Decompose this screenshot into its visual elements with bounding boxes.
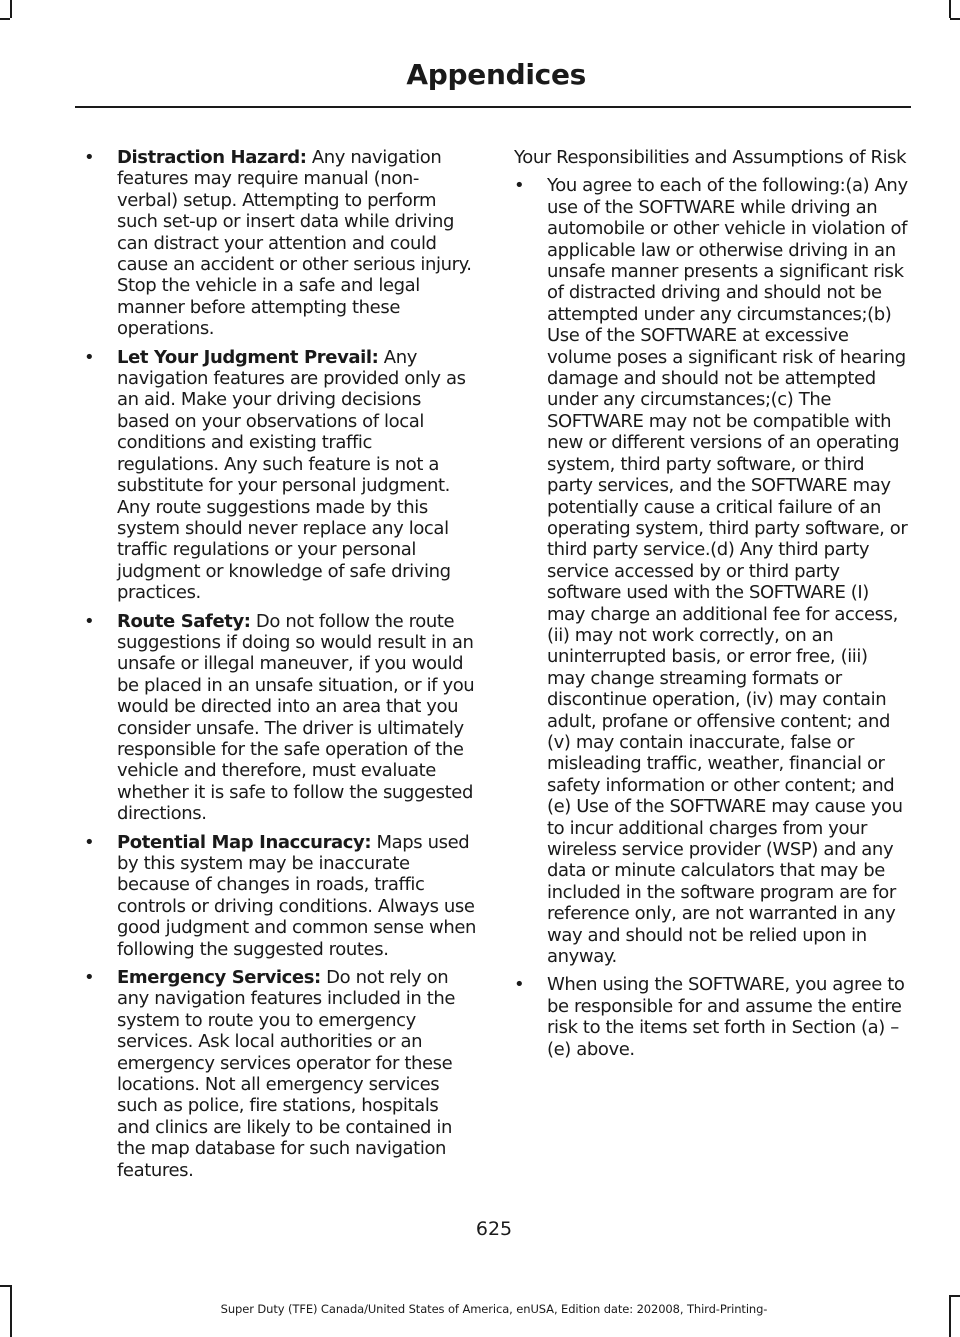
crop-mark <box>950 1295 960 1297</box>
item-text: Any navigation features may require manual (non-verbal) setup. Attempting to perform such set-up or insert data while driving can distract your attention and could cause an accident or other serious injury. Stop the vehicle in a safe and legal manner before attempting these operations. <box>117 147 472 340</box>
item-text: Do not rely on any navigation features included in the system to route you to emergency services. Ask local authorities or an emergency services operator for these locations. Not all emergency services such as police, fire stations, hospitals and clinics are likely to be contained in the map database for such navigation features. <box>117 967 456 1181</box>
list-item <box>84 147 476 340</box>
header-divider <box>75 106 911 108</box>
item-term: Potential Map Inaccuracy: <box>117 831 372 853</box>
warning-list <box>84 147 476 1181</box>
item-term: Distraction Hazard: <box>117 147 307 168</box>
list-item <box>84 611 476 825</box>
bullet-icon: • <box>514 175 525 197</box>
item-text: Maps used by this system may be inaccurate because of changes in roads, traffic controls or driving conditions. Always use good judgment and common sense when following the suggested routes. <box>117 831 477 960</box>
list-item <box>514 974 910 1060</box>
list-item <box>84 347 476 604</box>
crop-mark <box>10 0 12 18</box>
bullet-icon: • <box>84 967 95 989</box>
crop-mark <box>950 18 960 20</box>
bullet-icon: • <box>514 974 525 996</box>
item-text: You agree to each of the following:(a) Any use of the SOFTWARE while driving an automobile or other vehicle in violation of applicable law or otherwise driving in an unsafe manner presents a significant risk of distracted driving and should not be attempted under any circumstances;(b) Use of the SOFTWARE at excessive volume poses a significant risk of hearing damage and should not be attempted under any circumstances;(c) The SOFTWARE may not be compatible with new or different versions of an operating system, third party software, or third party services, and the SOFTWARE may potentially cause a critical failure of an operating system, third party software, or third party service.(d) Any third party service accessed by or third party software used with the SOFTWARE (I) may charge an additional fee for access, (ii) may not work correctly, on an uninterrupted basis, or error free, (iii) may change streaming formats or discontinue operation, (iv) may contain adult, profane or offensive content; and (v) may contain inaccurate, false or misleading traffic, weather, financial or safety information or other content; and (e) Use of the SOFTWARE may cause you to incur additional charges from your wireless service provider (WSP) and any data or minute calculators that may be included in the software program are for reference only, are not warranted in any way and should not be relied upon in anyway. <box>547 175 908 968</box>
bullet-icon: • <box>84 346 95 368</box>
responsibility-list <box>514 175 910 1060</box>
item-text: When using the SOFTWARE, you agree to be responsible for and assume the entire risk to the items set forth in Section (a) – (e) above. <box>547 974 905 1060</box>
list-item <box>84 832 476 960</box>
bullet-icon: • <box>84 831 95 853</box>
footer-text: Super Duty (TFE) Canada/United States of America, enUSA, Edition date: 202008, Third-Printing- <box>220 1302 768 1316</box>
item-term: Route Safety: <box>117 610 251 632</box>
left-column <box>84 147 476 1188</box>
section-heading: Your Responsibilities and Assumptions of Risk <box>514 147 907 168</box>
item-text: Any navigation features are provided only as an aid. Make your driving decisions based on your observations of local conditions and existing traffic regulations. Any such feature is not a substitute for your personal judgment. Any route suggestions made by this system should never replace any local traffic regulations or your personal judgment or knowledge of safe driving practices. <box>117 346 466 604</box>
page-number: 625 <box>475 1218 513 1240</box>
bullet-icon: • <box>84 147 95 168</box>
item-term: Emergency Services: <box>117 967 321 989</box>
item-text: Do not follow the route suggestions if doing so would result in an unsafe or illegal maneuver, if you would be placed in an unsafe situation, or if you would be directed into an area that you consider unsafe. The driver is ultimately responsible for the safe operation of the vehicle and therefore, must evaluate whether it is safe to follow the suggested directions. <box>117 610 475 825</box>
crop-mark <box>0 18 10 20</box>
bullet-icon: • <box>84 610 95 632</box>
item-term: Let Your Judgment Prevail: <box>117 346 379 368</box>
page-title: Appendices <box>406 58 586 91</box>
crop-mark <box>949 0 951 18</box>
list-item <box>514 175 910 967</box>
crop-mark <box>0 1285 10 1287</box>
list-item <box>84 967 476 1181</box>
right-column <box>514 147 910 1067</box>
